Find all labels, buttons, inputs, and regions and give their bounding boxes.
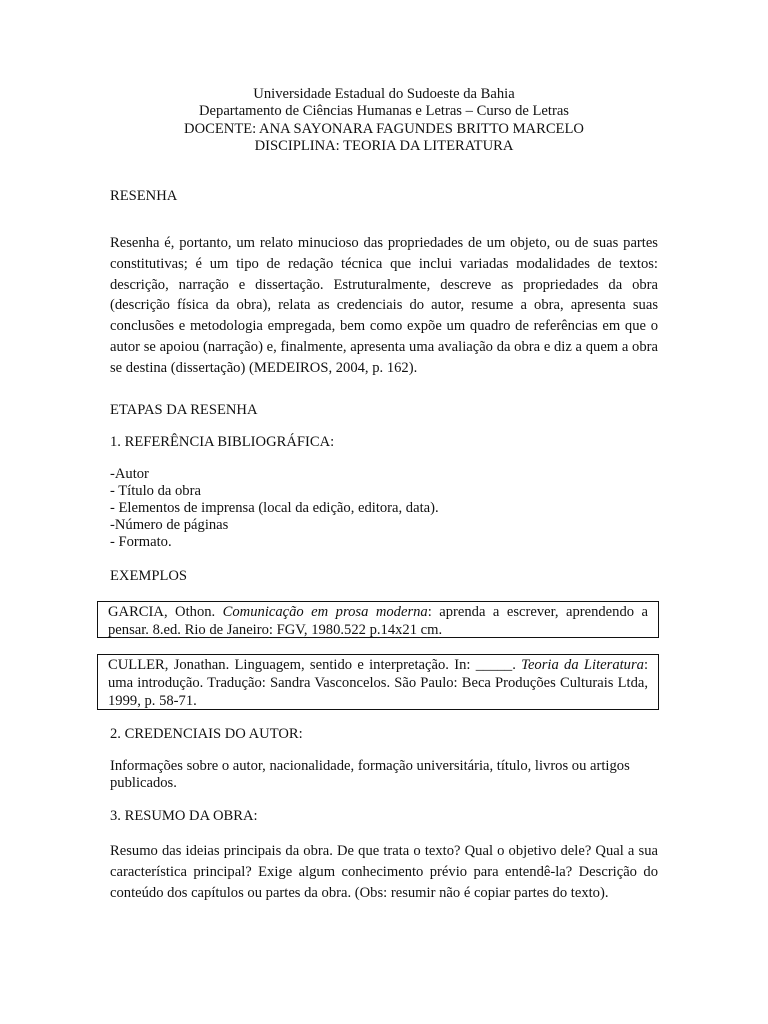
list-item: - Título da obra [110,483,201,499]
teacher-name: DOCENTE: ANA SAYONARA FAGUNDES BRITTO MARCELO [184,120,584,137]
example-1-author: GARCIA, Othon. [108,604,223,620]
resenha-definition: Resenha é, portanto, um relato minucioso das propriedades de um objeto, ou de suas partes constitutivas; é um tipo de redação técnica que inclui variadas modalidades de textos: descrição, narração e dissertação. Estruturalmente, descreve as propriedades da obra (descrição física da obra), relata as credenciais do autor, resume a obra, apresenta suas conclusões e metodologia empregada, bem como expõe um quadro de referências em que o autor se apoiou (narração) e, finalmente, apresenta uma avaliação da obra e diz a quem a obra se destina (dissertação) (MEDEIROS, 2004, p. 162). [110,235,658,376]
discipline-name: DISCIPLINA: TEORIA DA LITERATURA [254,138,514,155]
department-name: Departamento de Ciências Humanas e Letras – Curso de Letras [199,103,569,120]
list-item: -Autor [110,466,149,482]
example-2-title: Teoria da Literatura [521,657,644,673]
example-reference-box-1 [97,601,659,638]
etapas-title: ETAPAS DA RESENHA [110,402,258,418]
example-1-title: Comunicação em prosa moderna [222,604,428,620]
resenha-title: RESENHA [110,188,178,204]
list-item: - Elementos de imprensa (local da edição, editora, data). [110,500,439,516]
section-2-heading: 2. CREDENCIAIS DO AUTOR: [110,726,303,742]
example-reference-box-2 [97,654,659,710]
section-3-heading: 3. RESUMO DA OBRA: [110,808,258,824]
section-1-heading: 1. REFERÊNCIA BIBLIOGRÁFICA: [110,434,335,450]
list-item: - Formato. [110,534,172,550]
example-1-details: : aprenda a escrever, aprendendo a pensar. 8.ed. Rio de Janeiro: FGV, 1980.522 p.14x21 cm. [108,604,648,638]
university-name: Universidade Estadual do Sudoeste da Bahia [253,86,515,102]
example-2-details: : uma introdução. Tradução: Sandra Vasconcelos. São Paulo: Beca Produções Culturais Ltda, 1999, p. 58-71. [108,657,649,709]
reference-items-list [110,466,658,551]
section-3-text: Resumo das ideias principais da obra. De que trata o texto? Qual o objetivo dele? Qual a sua característica principal? Exige algum conhecimento prévio para entendê-la? Descrição do conteúdo dos capítulos ou partes da obra. (Obs: resumir não é copiar partes do texto). [110,843,658,901]
example-2-author: CULLER, Jonathan. Linguagem, sentido e interpretação. In: _____. [108,657,522,673]
list-item: -Número de páginas [110,517,229,533]
section-2-text: Informações sobre o autor, nacionalidade, formação universitária, título, livros ou artigos publicados. [110,758,630,791]
document-header [100,86,668,156]
exemplos-title: EXEMPLOS [110,568,188,584]
